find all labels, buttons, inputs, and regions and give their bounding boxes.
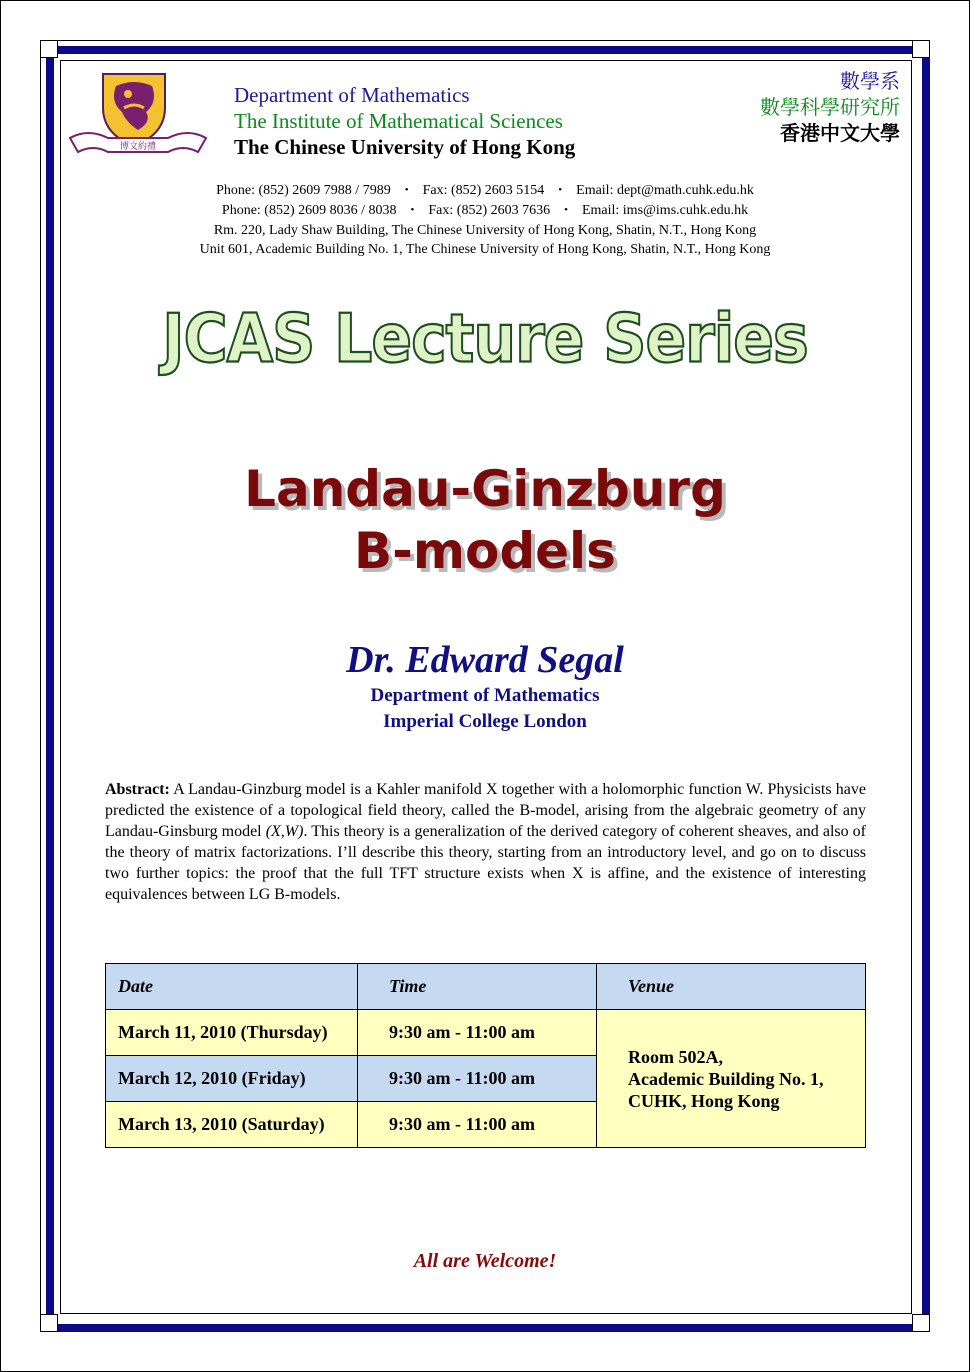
university-name-zh: 香港中文大學 [780,121,900,145]
session-time: 9:30 am - 11:00 am [358,1056,597,1102]
lecture-title [0,458,970,582]
abstract-text-b: . This theory is a generalization of the derived category of coherent sheaves, and also of the theory of matrix factorizations. I’ll describe this theory, starting from an introductory level, and go on to discuss two further topics: the proof that the full TFT structure exists when X is affine, and the existence of interesting equivalences between LG B-models. [105,823,867,903]
session-date: March 12, 2010 (Friday) [106,1056,358,1102]
ims-address: Unit 601, Academic Building No. 1, The Chinese University of Hong Kong, Shatin, N.T., Hong Kong [199,242,771,257]
abstract-pair: (X,W) [265,823,304,840]
dept-fax: Fax: (852) 2603 5154 [422,183,545,198]
ims-phone: Phone: (852) 2609 8036 / 8038 [221,203,397,218]
speaker-institution: Imperial College London [383,711,587,732]
schedule-table [105,963,866,1148]
separator-dot: • [558,184,563,196]
schedule-header-row [106,964,866,1010]
cuhk-crest-logo [68,68,208,162]
dept-phone: Phone: (852) 2609 7988 / 7989 [216,183,391,198]
separator-dot: • [410,204,415,216]
frame-corner [40,1314,58,1332]
separator-dot: • [564,204,568,216]
university-name: The Chinese University of Hong Kong [234,135,576,159]
dept-address: Rm. 220, Lady Shaw Building, The Chinese University of Hong Kong, Shatin, N.T., Hong Kong [213,223,757,238]
separator-dot: • [404,184,409,196]
header-time: Time [358,964,597,1010]
session-time: 9:30 am - 11:00 am [358,1010,597,1056]
frame-corner [912,1314,930,1332]
contact-line-ims [0,201,970,221]
ims-fax: Fax: (852) 2603 7636 [428,203,551,218]
abstract-label: Abstract: [105,781,170,798]
speaker-name: Dr. Edward Segal [346,639,624,681]
header-chinese [760,68,900,146]
department-name-zh: 數學系 [840,69,900,93]
session-venue [597,1010,866,1148]
department-name: Department of Mathematics [234,83,470,107]
session-date: March 11, 2010 (Thursday) [106,1010,358,1056]
session-date: March 13, 2010 (Saturday) [106,1102,358,1148]
header-date: Date [106,964,358,1010]
institute-name-zh: 數學科學研究所 [760,95,900,119]
header-english [234,82,575,160]
frame-corner [40,40,58,58]
speaker-department: Department of Mathematics [370,685,600,706]
table-row [106,1010,866,1056]
abstract-text-a: A Landau-Ginzburg model is a Kahler manifold X together with a holomorphic function W. Physicists have predicted the existence of a topological field theory, called the B-model, arising from the algebraic geometry of any Landau-Ginsburg model [105,781,866,840]
title-line-2: B-models [354,522,616,580]
frame-corner [912,40,930,58]
title-line-1: Landau-Ginzburg [244,460,726,518]
logo-motto: 博文約禮 [119,142,157,152]
venue-line: Room 502A, [628,1046,723,1067]
abstract [105,779,866,905]
venue-line: Academic Building No. 1, [628,1068,824,1089]
header-venue: Venue [597,964,866,1010]
series-title: JCAS Lecture Series [162,300,808,379]
speaker-block [0,637,970,735]
contact-block [0,181,970,259]
welcome-footer: All are Welcome! [413,1250,557,1272]
session-time: 9:30 am - 11:00 am [358,1102,597,1148]
ims-email[interactable]: Email: ims@ims.cuhk.edu.hk [581,203,749,218]
institute-name: The Institute of Mathematical Sciences [234,109,563,133]
venue-line: CUHK, Hong Kong [628,1090,780,1111]
contact-line-dept [0,181,970,201]
dept-email[interactable]: Email: dept@math.cuhk.edu.hk [576,183,754,198]
